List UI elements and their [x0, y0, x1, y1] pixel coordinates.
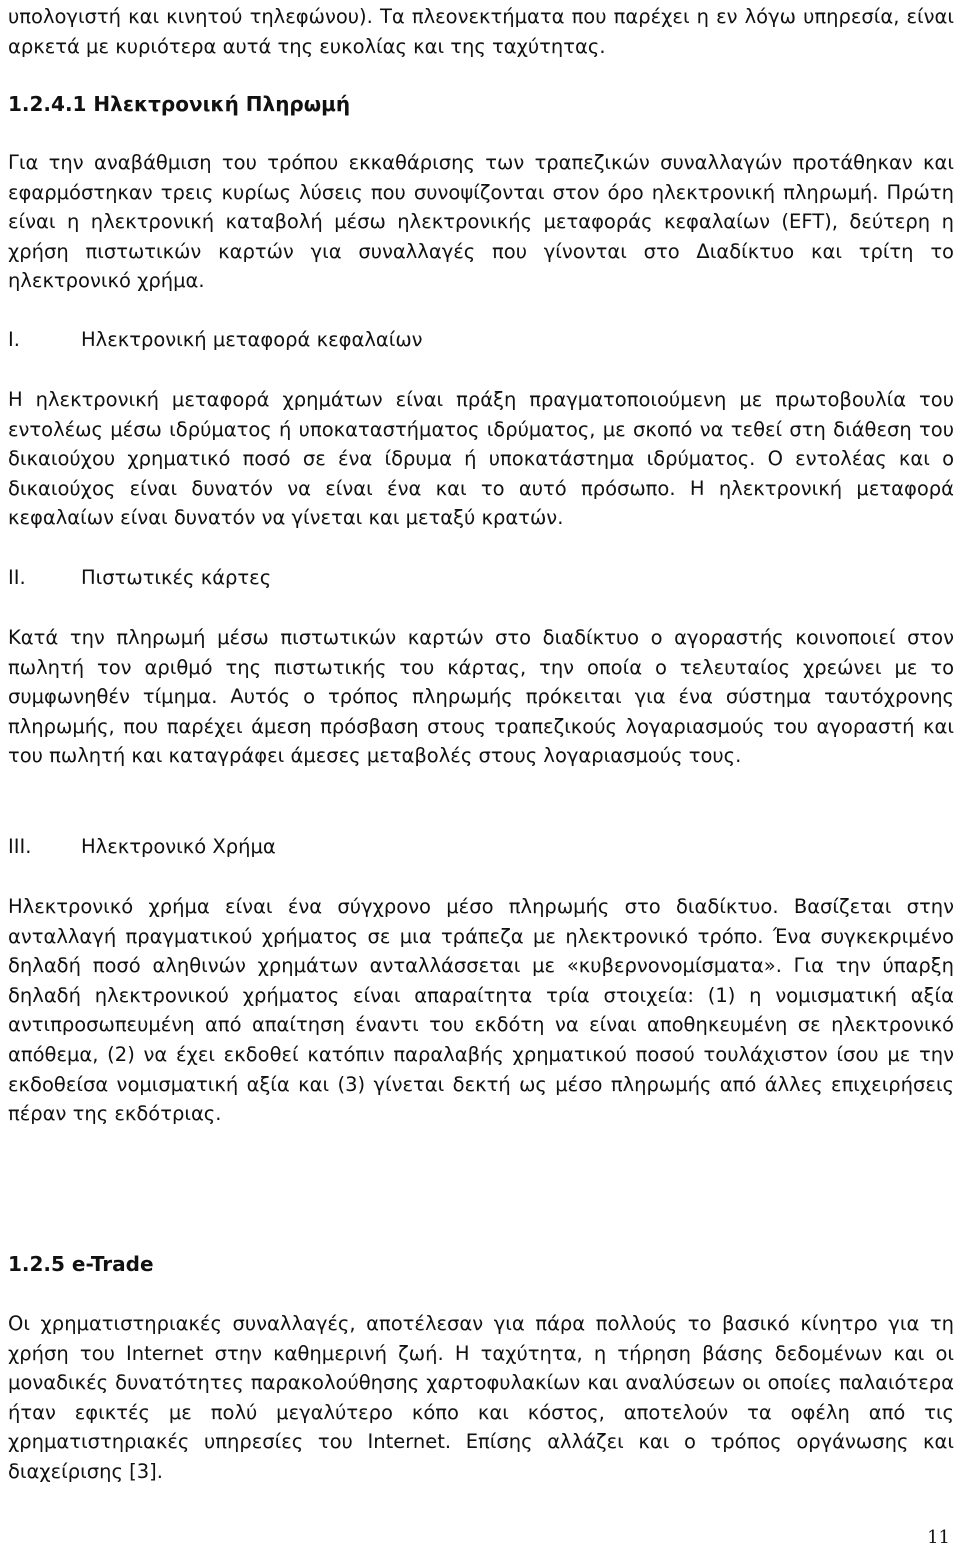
electronic-money-body: Ηλεκτρονικό χρήμα είναι ένα σύγχρονο μέσο πληρωμής στο διαδίκτυο. Βασίζεται στην ανταλλαγή πραγματικού χρήματος σε μια τράπεζα με ηλεκτρονικό τρόπο. Ένα συγκεκριμένο δηλαδή ποσό αληθινών χρημάτων ανταλλάσσεται με «κυβερνονομίσματα». Για την ύπαρξη δηλαδή ηλεκτρονικού χρήματος είναι απαραίτητα τρία στοιχεία: (1) η νομισματική αξία αντιπροσωπευμένη από απαίτηση έναντι του εκδότη να είναι αποθηκευμένη σε ηλεκτρονικό απόθεμα, (2) να έχει εκδοθεί κατόπιν παραλαβής χρηματικού ποσού τουλάχιστον ίσου με την εκδοθείσα νομισματική αξία και (3) γίνεται δεκτή ως μέσο πληρωμής από άλλες επιχειρήσεις πέραν της εκδότριας. — [8, 895, 954, 1126]
intro-paragraph: υπολογιστή και κινητού τηλεφώνου). Τα πλεονεκτήματα που παρέχει η εν λόγω υπηρεσία, είναι αρκετά με κυριότερα αυτά της ευκολίας και της ταχύτητας. — [8, 5, 954, 58]
page-number: 11 — [927, 1527, 950, 1548]
subheading-title: Πιστωτικές κάρτες — [81, 566, 272, 589]
section-1-2-5-body: Οι χρηματιστηριακές συναλλαγές, αποτέλεσαν για πάρα πολλούς το βασικό κίνητρο για τη χρήση του Internet στην καθημερινή ζωή. Η ταχύτητα, η τήρηση βάσης δεδομένων και οι μοναδικές δυνατότητες παρακολούθησης χαρτοφυλακίων και αναλύσεων οι οποίες παλαιότερα ήταν εφικτές με πολύ μεγαλύτερο κόπο και κόστος, αποτελούν τα οφέλη από τις χρηματιστηριακές υπηρεσίες του Internet. Επίσης αλλάζει και ο τρόπος οργάνωσης και διαχείρισης [3]. — [8, 1312, 954, 1483]
subheading-credit-cards — [8, 563, 271, 593]
section-heading-1-2-5: 1.2.5 e-Trade — [8, 1252, 154, 1276]
section-1-2-4-1-body: Για την αναβάθμιση του τρόπου εκκαθάρισης των τραπεζικών συναλλαγών προτάθηκαν και εφαρμόστηκαν τρεις κυρίως λύσεις που συνοψίζονται στον όρο ηλεκτρονική πληρωμή. Πρώτη είναι η ηλεκτρονική καταβολή μέσω ηλεκτρονικής μεταφοράς κεφαλαίων (EFT), δεύτερη η χρήση πιστωτικών καρτών για συναλλαγές που γίνονται στο Διαδίκτυο και τρίτη το ηλεκτρονικό χρήμα. — [8, 151, 954, 293]
subheading-electronic-funds-transfer — [8, 325, 423, 355]
subheading-number: I. — [8, 328, 20, 351]
subheading-title: Ηλεκτρονικό Χρήμα — [81, 835, 276, 858]
subheading-number: III. — [8, 835, 32, 858]
subheading-title: Ηλεκτρονική μεταφορά κεφαλαίων — [81, 328, 423, 351]
subheading-number: II. — [8, 566, 26, 589]
credit-cards-body: Κατά την πληρωμή μέσω πιστωτικών καρτών στο διαδίκτυο ο αγοραστής κοινοποιεί στον πωλητή τον αριθμό της πιστωτικής του κάρτας, την οποία ο τελευταίος χρεώνει με το συμφωνηθέν τίμημα. Αυτός ο τρόπος πληρωμής πρόκειται για ένα σύστημα ταυτόχρονης πληρωμής, που παρέχει άμεση πρόσβαση στους τραπεζικούς λογαριασμούς του αγοραστή και του πωλητή και καταγράφει άμεσες μεταβολές στους λογαριασμούς τους. — [8, 626, 954, 768]
electronic-funds-transfer-body: Η ηλεκτρονική μεταφορά χρημάτων είναι πράξη πραγματοποιούμενη με πρωτοβουλία του εντολέως μέσω ιδρύματος ή υποκαταστήματος ιδρύματος, με σκοπό να τεθεί στη διάθεση του δικαιούχου χρηματικό ποσό σε ένα ίδρυμα ή υποκατάστημα ιδρύματος. Ο εντολέας και ο δικαιούχος είναι δυνατόν να είναι ένα και το αυτό πρόσωπο. Η ηλεκτρονική μεταφορά κεφαλαίων είναι δυνατόν να γίνεται και μεταξύ κρατών. — [8, 388, 954, 530]
subheading-electronic-money — [8, 832, 276, 862]
section-heading-1-2-4-1: 1.2.4.1 Ηλεκτρονική Πληρωμή — [8, 92, 351, 116]
